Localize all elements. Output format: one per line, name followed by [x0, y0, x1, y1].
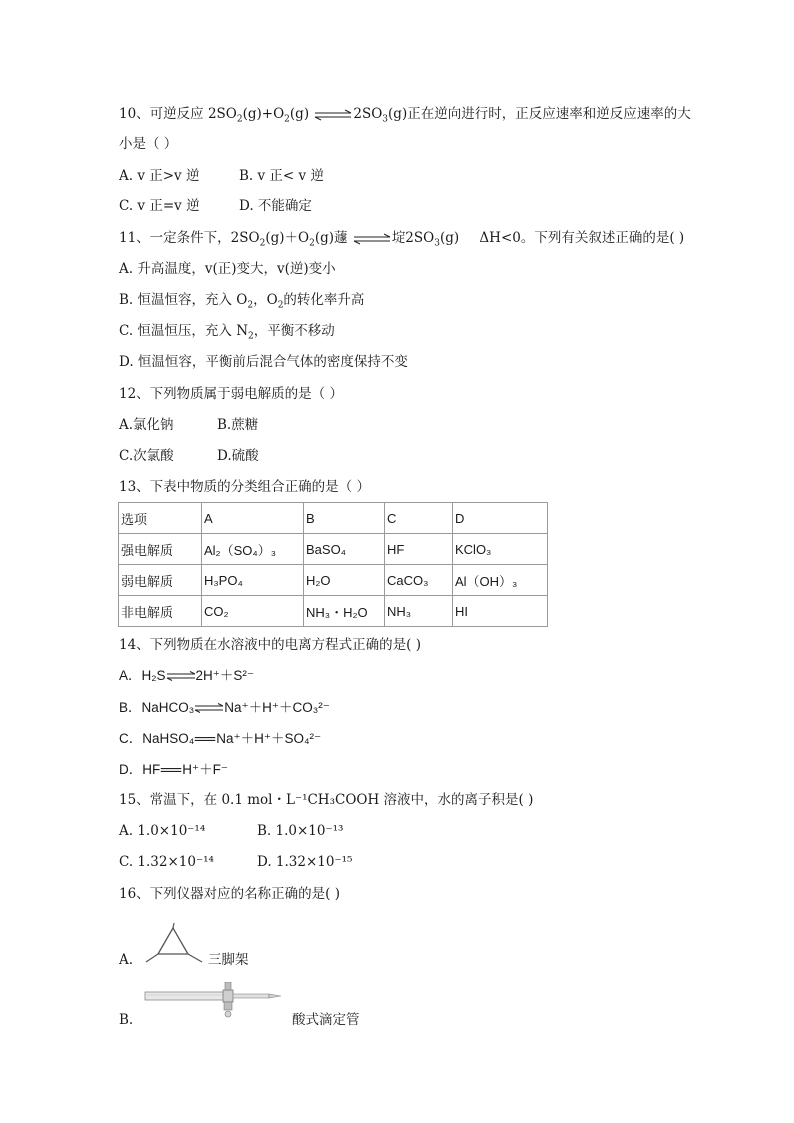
q11-option-a: A. 升高温度，v(正)变大，v(逆)变小	[119, 261, 336, 277]
reversible-arrow-icon	[166, 671, 196, 681]
table-cell: CO₂	[202, 596, 304, 627]
q11-option-c-pre: C. 恒温恒压，充入 N	[119, 323, 249, 339]
q11-option-b-pre: B. 恒温恒容，充入 O	[119, 292, 248, 308]
q14-option-d	[119, 760, 228, 780]
q11-stem-mid2: (g)蘧	[314, 230, 348, 246]
q10-sub-a: 2	[236, 114, 243, 125]
q13-stem: 13、下表中物质的分类组合正确的是（ ）	[119, 479, 370, 495]
q11-stem-post: 埞2SO	[391, 230, 435, 246]
table-cell: CaCO₃	[385, 565, 453, 596]
classification-table	[118, 502, 548, 627]
q11-stem-pre: 11、一定条件下，2SO	[119, 230, 260, 246]
q11-option-b	[119, 290, 364, 316]
q11-option-d: D. 恒温恒容，平衡前后混合气体的密度保持不变	[119, 354, 408, 370]
table-cell: A	[202, 503, 304, 534]
q10-sub-b: 2	[284, 114, 290, 125]
q10-stem-mid1: (g)+O	[242, 106, 285, 122]
q10-option-b: B. v 正< v 逆	[239, 168, 324, 184]
q11-stem-mid: (g)＋O	[265, 230, 310, 246]
q11-stem-dh: ΔH<0。下列有关叙述正确的是( )	[479, 230, 685, 246]
tripod-icon	[140, 922, 206, 968]
table-row	[119, 565, 548, 596]
table-cell: 弱电解质	[119, 565, 202, 596]
q11-stem	[119, 228, 684, 254]
q12-option-a: A.氯化钠	[119, 417, 174, 433]
q14-option-b-post: Na⁺＋H⁺＋CO₃²⁻	[224, 700, 330, 715]
table-cell: H₃PO₄	[202, 565, 304, 596]
q11-sub-b: 2	[309, 238, 315, 249]
q11-option-b-mid: ，O	[253, 292, 278, 308]
q14-option-a	[119, 666, 254, 686]
q15-option-b: B. 1.0×10⁻¹³	[257, 823, 344, 839]
table-cell: HI	[453, 596, 548, 627]
table-cell: Al（OH）₃	[453, 565, 548, 596]
q14-option-c-post: Na⁺＋H⁺＋SO₄²⁻	[216, 731, 322, 746]
q16-option-b-letter: B.	[119, 1012, 134, 1028]
q14-option-d-post: H⁺＋F⁻	[182, 762, 228, 777]
table-cell: HF	[385, 534, 453, 565]
q10-stem-pre: 10、可逆反应 2SO	[119, 106, 237, 122]
q11-option-c-post: ，平衡不移动	[253, 323, 335, 339]
table-header-row	[119, 503, 548, 534]
table-cell: BaSO₄	[304, 534, 385, 565]
table-cell: B	[304, 503, 385, 534]
q10-stem-tail: (g)正在逆向进行时，正反应速率和逆反应速率的大	[388, 106, 691, 122]
table-cell: 非电解质	[119, 596, 202, 627]
q14-option-d-pre: D．HF	[119, 762, 161, 777]
q11-stem-tail: (g)	[439, 230, 460, 246]
q14-option-b	[119, 698, 330, 718]
q11-option-b-sub2: 2	[277, 300, 284, 311]
q11-sub-a: 2	[259, 238, 266, 249]
q14-option-a-post: 2H⁺＋S²⁻	[195, 668, 255, 683]
q11-option-b-post: 的转化率升高	[283, 292, 365, 308]
q10-option-c: C. v 正=v 逆	[119, 198, 200, 214]
table-cell: Al₂（SO₄）₃	[202, 534, 304, 565]
table-cell: 选项	[119, 503, 202, 534]
table-cell: KClO₃	[453, 534, 548, 565]
q14-option-c	[119, 729, 321, 749]
reversible-arrow-icon	[313, 109, 353, 121]
equals-sign-icon	[194, 734, 216, 744]
q14-option-a-pre: A．H₂S	[119, 668, 166, 683]
q12-option-c: C.次氯酸	[119, 448, 174, 464]
q10-stem-line2: 小是（ ）	[119, 136, 178, 152]
q12-stem: 12、下列物质属于弱电解质的是（ ）	[119, 386, 343, 402]
q11-sub-c: 3	[434, 238, 440, 249]
table-row	[119, 534, 548, 565]
q14-option-b-pre: B．NaHCO₃	[119, 700, 195, 715]
q14-stem: 14、下列物质在水溶液中的电离方程式正确的是( )	[119, 637, 422, 653]
burette-icon	[143, 982, 283, 1020]
reversible-arrow-icon	[352, 233, 392, 245]
q12-option-b: B.蔗糖	[217, 417, 259, 433]
reversible-arrow-icon	[194, 703, 224, 713]
table-cell: 强电解质	[119, 534, 202, 565]
q16-option-a-name: 三脚架	[208, 952, 249, 967]
q15-option-a: A. 1.0×10⁻¹⁴	[119, 823, 206, 839]
q10-option-a: A. v 正>v 逆	[119, 168, 200, 184]
q15-option-d: D. 1.32×10⁻¹⁵	[257, 854, 353, 870]
q15-stem: 15、常温下，在 0.1 mol・L⁻¹CH₃COOH 溶液中，水的离子积是( )	[119, 792, 534, 808]
q10-option-d: D. 不能确定	[239, 198, 312, 214]
q10-sub-c: 3	[382, 114, 389, 125]
q10-stem-mid2: (g)	[289, 106, 310, 122]
q16-option-a-letter: A.	[119, 952, 134, 968]
table-cell: H₂O	[304, 565, 385, 596]
q11-option-c-sub: 2	[248, 331, 254, 342]
q14-option-c-pre: C．NaHSO₄	[119, 731, 195, 746]
q11-option-c	[119, 321, 335, 347]
q10-stem-line1	[119, 104, 691, 130]
q11-option-b-sub1: 2	[247, 300, 254, 311]
q10-stem-post: 2SO	[353, 106, 383, 122]
table-cell: NH₃・H₂O	[304, 596, 385, 627]
q16-stem: 16、下列仪器对应的名称正确的是( )	[119, 886, 341, 902]
table-row	[119, 596, 548, 627]
table-cell: C	[385, 503, 453, 534]
q16-option-b-name: 酸式滴定管	[292, 1012, 360, 1027]
equals-sign-icon	[160, 765, 182, 775]
table-cell: NH₃	[385, 596, 453, 627]
q12-option-d: D.硫酸	[217, 448, 259, 464]
q15-option-c: C. 1.32×10⁻¹⁴	[119, 854, 214, 870]
table-cell: D	[453, 503, 548, 534]
